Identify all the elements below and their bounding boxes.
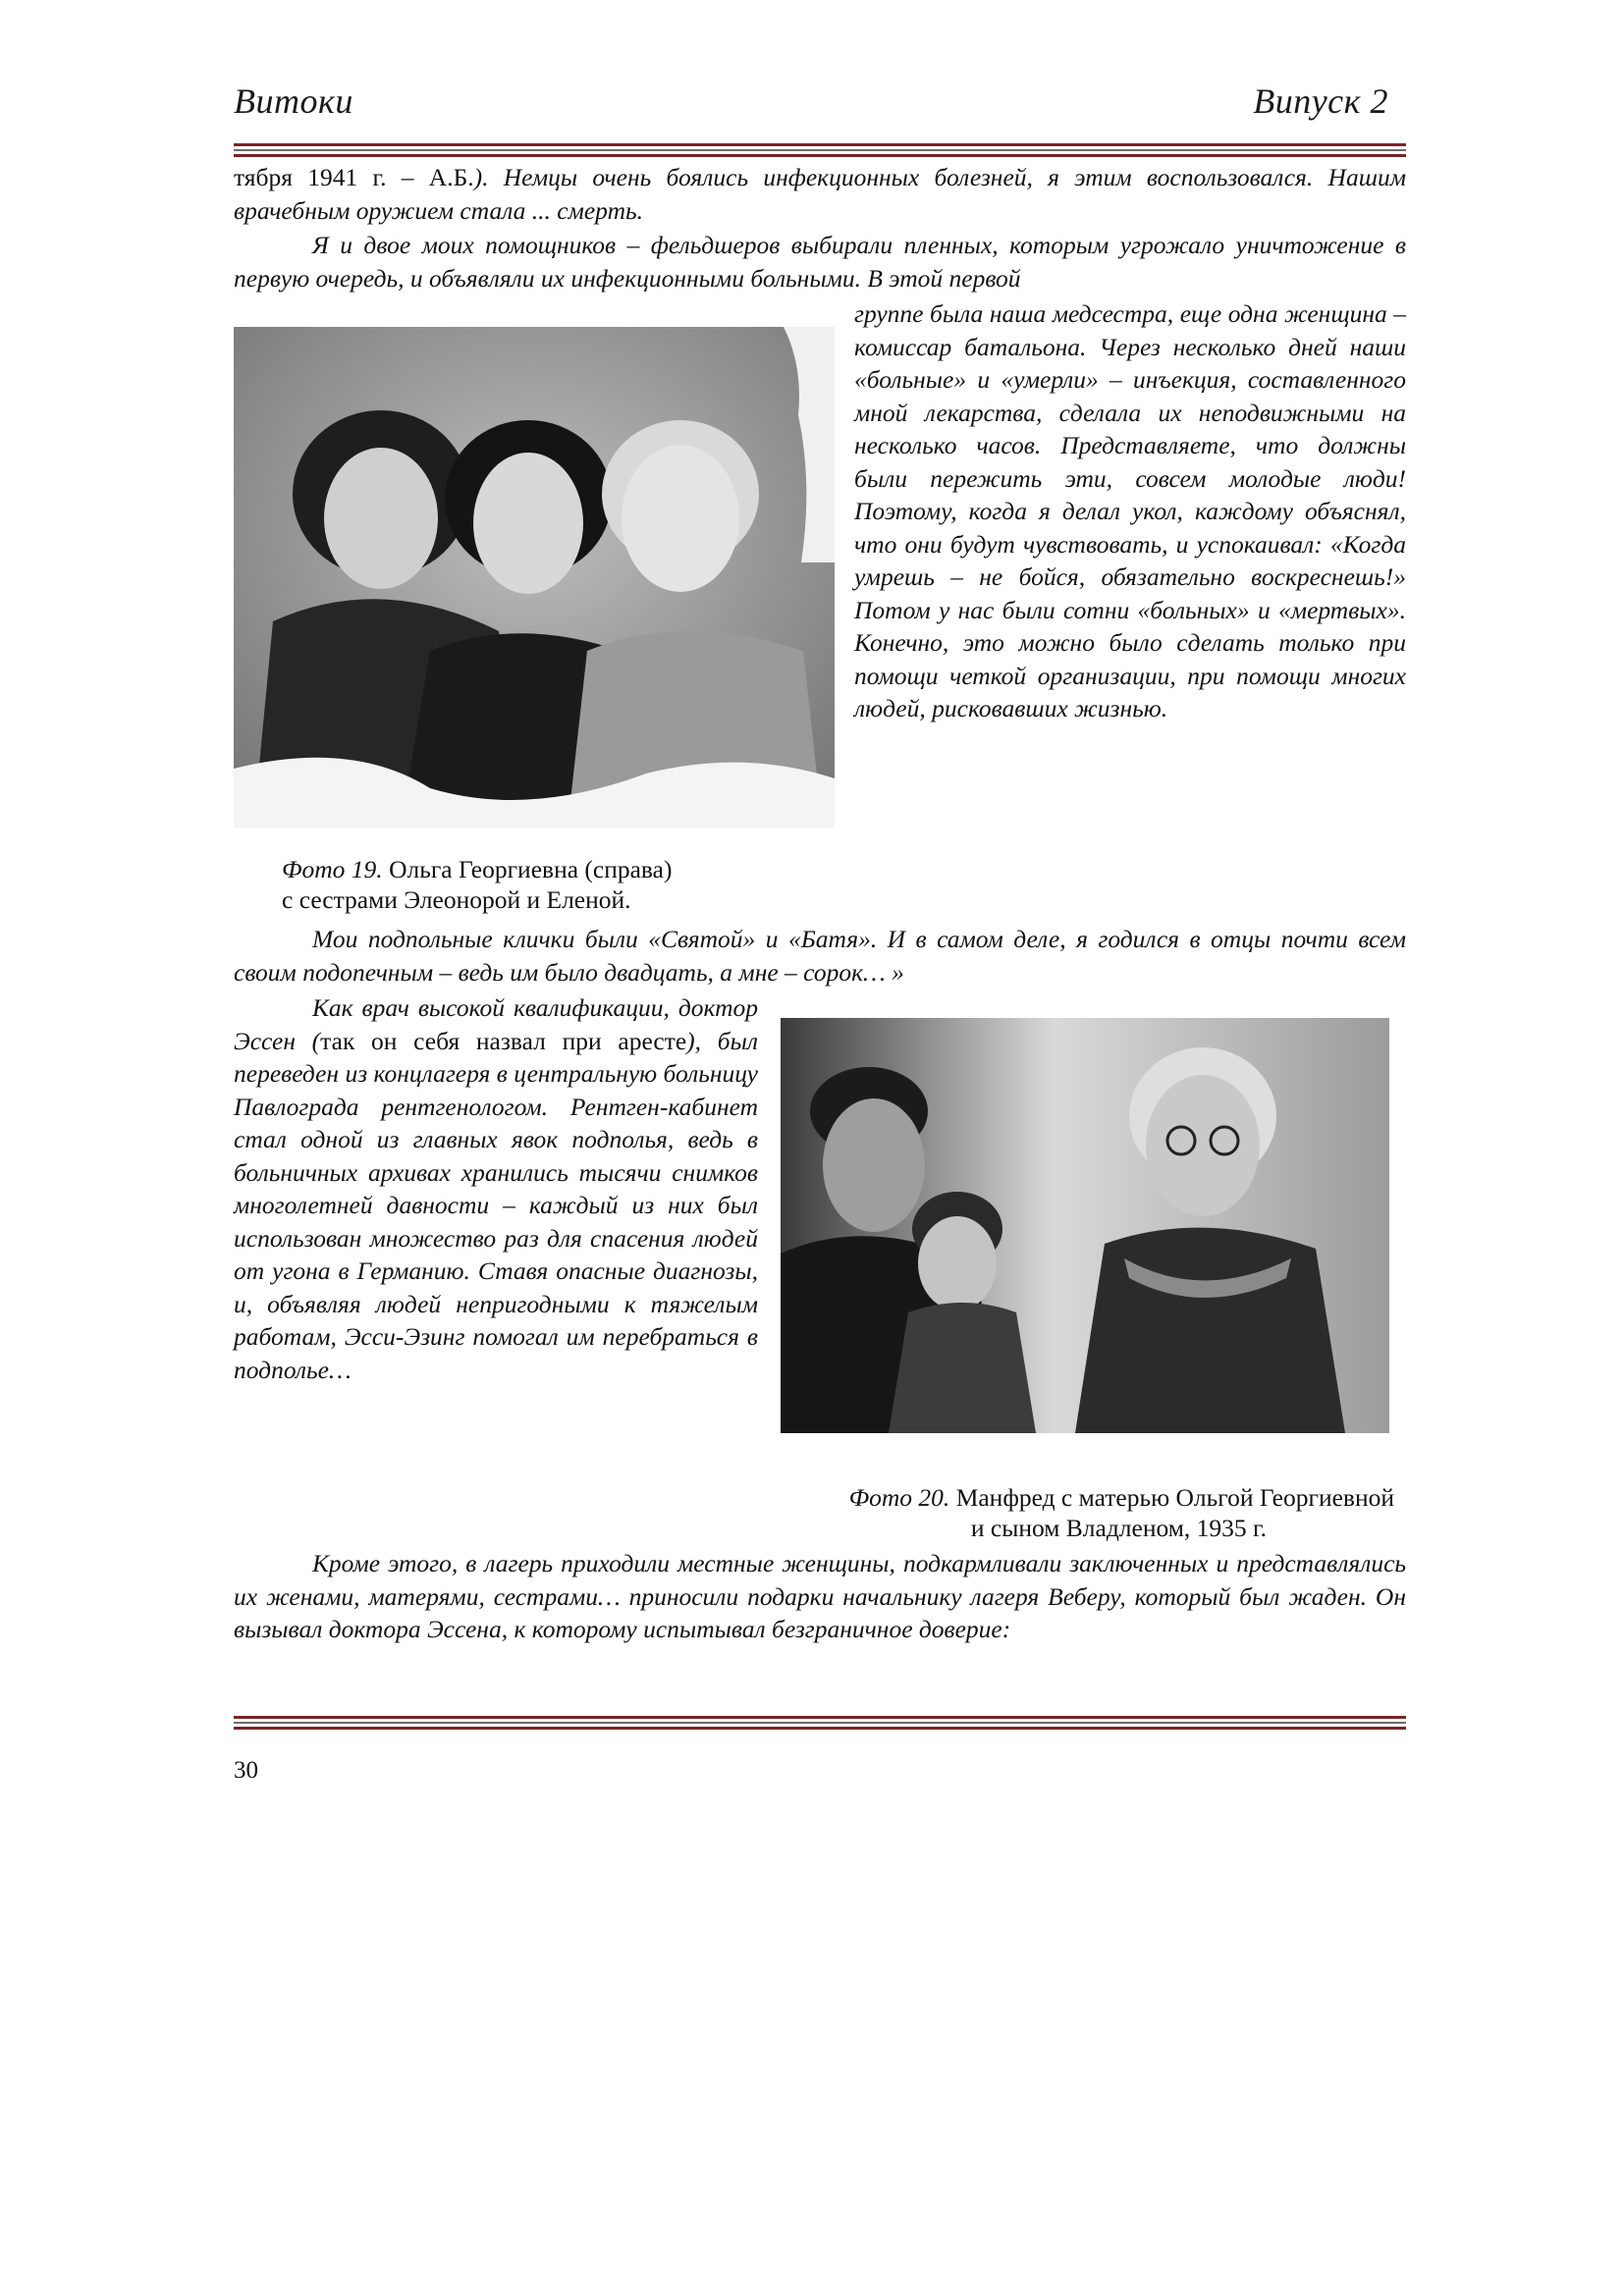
caption-photo-20: [776, 1482, 1394, 1543]
header-rule: [234, 143, 1406, 160]
running-header-left: Витоки: [234, 81, 353, 121]
running-header-right: Випуск 2: [1253, 81, 1388, 121]
paragraph-side-column: группе была наша медсестра, еще одна женщина – комиссар батальона. Через несколько дней наши «больные» и «умерли» – инъекция, составленного мной лекарства, сделала их неподвижными на несколько часов. Представляете, что должны были пережить эти, совсем молодые люди! Поэтому, когда я делал укол, каждому объяснял, что они будут чувствовать, и успокаивал: «Когда умрешь – не бойся, обязательно воскреснешь!» Потом у нас были сотни «больных» и «мертвых». Конечно, это можно было сделать только при помощи четкой организации, при помощи многих людей, рисковавших жизнью.: [854, 299, 1406, 722]
paragraph-text: ). Немцы очень боялись инфекционных болезней, я этим воспользовался. Нашим врачебным оружием стала ... смерть.: [234, 163, 1406, 225]
caption-photo-19: [282, 854, 832, 915]
caption-text: Манфред с матерью Ольгой Георгиевной: [949, 1483, 1394, 1512]
paragraph-text-a: Как врач высокой квалификации, доктор Эссен (: [234, 993, 758, 1055]
paragraph-text-b: ), был переведен из концлагеря в центральную больницу Павлограда рентгенологом. Рентген-кабинет стал одной из главных явок подполья, ведь в больничных архивах хранились тысячи снимков многолетней давности – каждый из них был использован множество раз для спасения людей от угона в Германию. Ставя опасные диагнозы, и, объявляя людей непригодными к тяжелым работам, Эсси-Эзинг помогал им перебраться в подполье…: [234, 1026, 758, 1384]
paragraph-nicknames: Мои подпольные клички были «Святой» и «Батя». И в самом деле, я годился в отцы почти всем своим подопечным – ведь им было двадцать, а мне – сорок… »: [234, 925, 1406, 987]
caption-label: Фото 20.: [848, 1483, 950, 1512]
photo-20-manfred-family: [781, 1018, 1389, 1433]
caption-text: Ольга Георгиевна (справа): [382, 855, 673, 883]
caption-text-line2: с сестрами Элеонорой и Еленой.: [282, 885, 631, 914]
footer-rule: [234, 1716, 1406, 1733]
page-number: 30: [234, 1757, 258, 1784]
photo-19-three-sisters: [234, 327, 835, 828]
paragraph-date-fragment: тября 1941 г. – А.Б.: [234, 163, 474, 191]
paragraph-continuation: [234, 161, 1406, 227]
paragraph-helpers: Я и двое моих помощников – фельдшеров выбирали пленных, которым угрожало уничтожение в первую очередь, и объявляли их инфекционными больными. В этой первой: [234, 231, 1406, 293]
paragraph-camp-women: Кроме этого, в лагерь приходили местные женщины, подкармливали заключенных и представлялись их женами, матерями, сестрами… приносили подарки начальнику лагеря Веберу, который был жаден. Он вызывал доктора Эссена, к которому испытывал безграничное доверие:: [234, 1549, 1406, 1643]
caption-text-line2: и сыном Владленом, 1935 г.: [970, 1514, 1267, 1542]
paragraph-upright-fragment: так он себя назвал при аресте: [320, 1026, 687, 1055]
caption-label: Фото 19.: [282, 855, 383, 883]
paragraph-doctor-essen: [234, 991, 758, 1386]
